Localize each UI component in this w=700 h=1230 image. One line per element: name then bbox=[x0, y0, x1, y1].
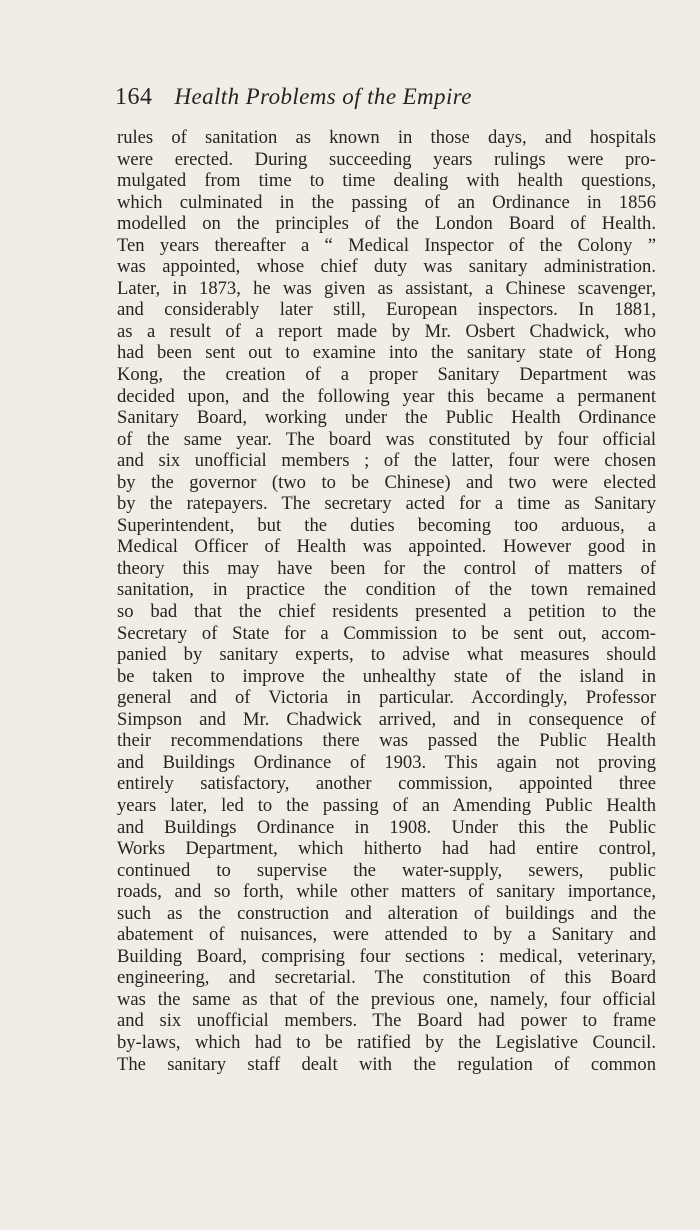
body-line: and Buildings Ordinance in 1908. Under this the Public bbox=[117, 816, 656, 838]
body-line: was appointed, whose chief duty was sanitary administration. bbox=[117, 256, 656, 278]
body-line: and six unofficial members ; of the latter, four were chosen bbox=[117, 450, 656, 472]
body-line: continued to supervise the water-supply, sewers, public bbox=[117, 859, 656, 881]
body-line: modelled on the principles of the London Board of Health. bbox=[117, 213, 656, 235]
body-line: Sanitary Board, working under the Public Health Ordinance bbox=[117, 407, 656, 429]
running-title: Health Problems of the Empire bbox=[174, 84, 472, 109]
body-line: Medical Officer of Health was appointed. However good in bbox=[117, 536, 656, 558]
body-line: and Buildings Ordinance of 1903. This again not proving bbox=[117, 751, 656, 773]
body-line: and six unofficial members. The Board had power to frame bbox=[117, 1010, 656, 1032]
body-line: The sanitary staff dealt with the regulation of common bbox=[117, 1053, 656, 1075]
body-line: mulgated from time to time dealing with health questions, bbox=[117, 170, 656, 192]
body-line: panied by sanitary experts, to advise what measures should bbox=[117, 644, 656, 666]
body-line: which culminated in the passing of an Ordinance in 1856 bbox=[117, 191, 656, 213]
running-head bbox=[115, 84, 660, 120]
body-line: by the governor (two to be Chinese) and two were elected bbox=[117, 471, 656, 493]
body-line: Secretary of State for a Commission to be sent out, accom- bbox=[117, 622, 656, 644]
body-line: theory this may have been for the control of matters of bbox=[117, 557, 656, 579]
body-text bbox=[117, 127, 656, 1075]
body-line: general and of Victoria in particular. Accordingly, Professor bbox=[117, 687, 656, 709]
body-line: Superintendent, but the duties becoming too arduous, a bbox=[117, 514, 656, 536]
body-line: Works Department, which hitherto had had entire control, bbox=[117, 838, 656, 860]
body-line: were erected. During succeeding years rulings were pro- bbox=[117, 148, 656, 170]
body-line: Simpson and Mr. Chadwick arrived, and in consequence of bbox=[117, 708, 656, 730]
body-line: Ten years thereafter a “ Medical Inspector of the Colony ” bbox=[117, 234, 656, 256]
body-line: so bad that the chief residents presented a petition to the bbox=[117, 601, 656, 623]
body-line: rules of sanitation as known in those days, and hospitals bbox=[117, 127, 656, 148]
body-line: Later, in 1873, he was given as assistant, a Chinese scavenger, bbox=[117, 277, 656, 299]
body-line: their recommendations there was passed the Public Health bbox=[117, 730, 656, 752]
body-line: had been sent out to examine into the sanitary state of Hong bbox=[117, 342, 656, 364]
body-line: as a result of a report made by Mr. Osbert Chadwick, who bbox=[117, 320, 656, 342]
body-line: abatement of nuisances, were attended to by a Sanitary and bbox=[117, 924, 656, 946]
body-line: decided upon, and the following year this became a permanent bbox=[117, 385, 656, 407]
page-number: 164 bbox=[115, 84, 153, 110]
body-line: entirely satisfactory, another commission, appointed three bbox=[117, 773, 656, 795]
body-line: by the ratepayers. The secretary acted for a time as Sanitary bbox=[117, 493, 656, 515]
body-line: and considerably later still, European inspectors. In 1881, bbox=[117, 299, 656, 321]
body-line: engineering, and secretarial. The constitution of this Board bbox=[117, 967, 656, 989]
body-line: of the same year. The board was constituted by four official bbox=[117, 428, 656, 450]
body-line: sanitation, in practice the condition of the town remained bbox=[117, 579, 656, 601]
body-line: be taken to improve the unhealthy state of the island in bbox=[117, 665, 656, 687]
body-line: by-laws, which had to be ratified by the Legislative Council. bbox=[117, 1031, 656, 1053]
body-line: years later, led to the passing of an Amending Public Health bbox=[117, 794, 656, 816]
body-line: was the same as that of the previous one, namely, four official bbox=[117, 988, 656, 1010]
body-line: Kong, the creation of a proper Sanitary Department was bbox=[117, 364, 656, 386]
body-line: roads, and so forth, while other matters of sanitary importance, bbox=[117, 881, 656, 903]
body-line: Building Board, comprising four sections : medical, veterinary, bbox=[117, 945, 656, 967]
body-line: such as the construction and alteration of buildings and the bbox=[117, 902, 656, 924]
